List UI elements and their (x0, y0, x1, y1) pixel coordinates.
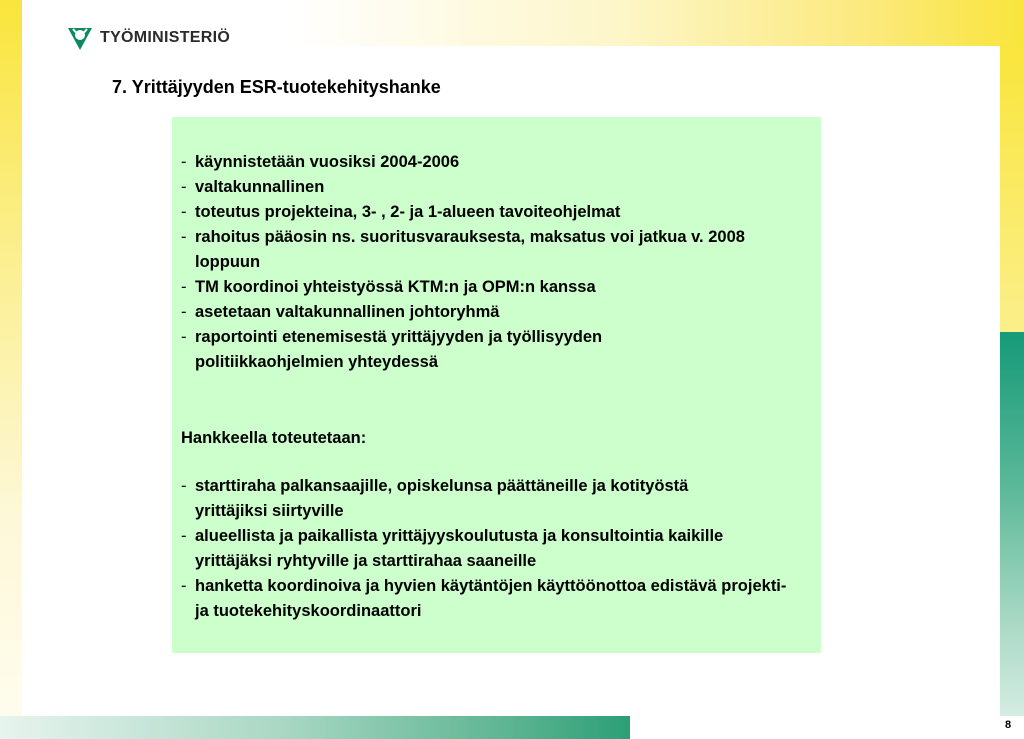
top-decorative-gradient (288, 0, 1024, 46)
list-item: - rahoitus pääosin ns. suoritusvarauksesta, maksatus voi jatkua v. 2008 loppuun (181, 228, 745, 271)
bottom-decorative-bar (0, 716, 630, 739)
right-decorative-strip-yellow (1000, 46, 1024, 332)
list-item: - TM koordinoi yhteistyössä KTM:n ja OPM:n kanssa (181, 278, 596, 296)
list-item: - alueellista ja paikallista yrittäjyyskoulutusta ja konsultointia kaikille yrittäjäksi ryhtyville ja starttirahaa saaneille (181, 527, 724, 570)
left-decorative-strip (0, 0, 22, 739)
list-item: - valtakunnallinen (181, 178, 325, 196)
list-item: - hanketta koordinoiva ja hyvien käytäntöjen käyttöönottoa edistävä projekti- ja tuotekehityskoordinaattori (181, 577, 787, 620)
list-item: - toteutus projekteina, 3- , 2- ja 1-alueen tavoiteohjelmat (181, 203, 621, 221)
list-item: - asetetaan valtakunnallinen johtoryhmä (181, 303, 500, 321)
bullet-list-actions (181, 474, 811, 624)
page-number: 8 (1005, 719, 1012, 731)
ministry-logo (66, 24, 230, 52)
list-item: - käynnistetään vuosiksi 2004-2006 (181, 153, 460, 171)
section-heading: Hankkeella toteutetaan: (181, 429, 367, 447)
slide-title: 7. Yrittäjyyden ESR-tuotekehityshanke (112, 77, 441, 97)
right-decorative-strip-green (1000, 332, 1024, 716)
logo-text: TYÖMINISTERIÖ (100, 29, 231, 46)
list-item: - starttiraha palkansaajille, opiskelunsa päättäneille ja kotityöstä yrittäjiksi siirtyville (181, 477, 689, 520)
bullet-list-overview (181, 150, 811, 375)
list-item: - raportointi etenemisestä yrittäjyyden ja työllisyyden politiikkaohjelmien yhteydessä (181, 328, 603, 371)
tyoministerio-logo-icon (66, 24, 94, 52)
